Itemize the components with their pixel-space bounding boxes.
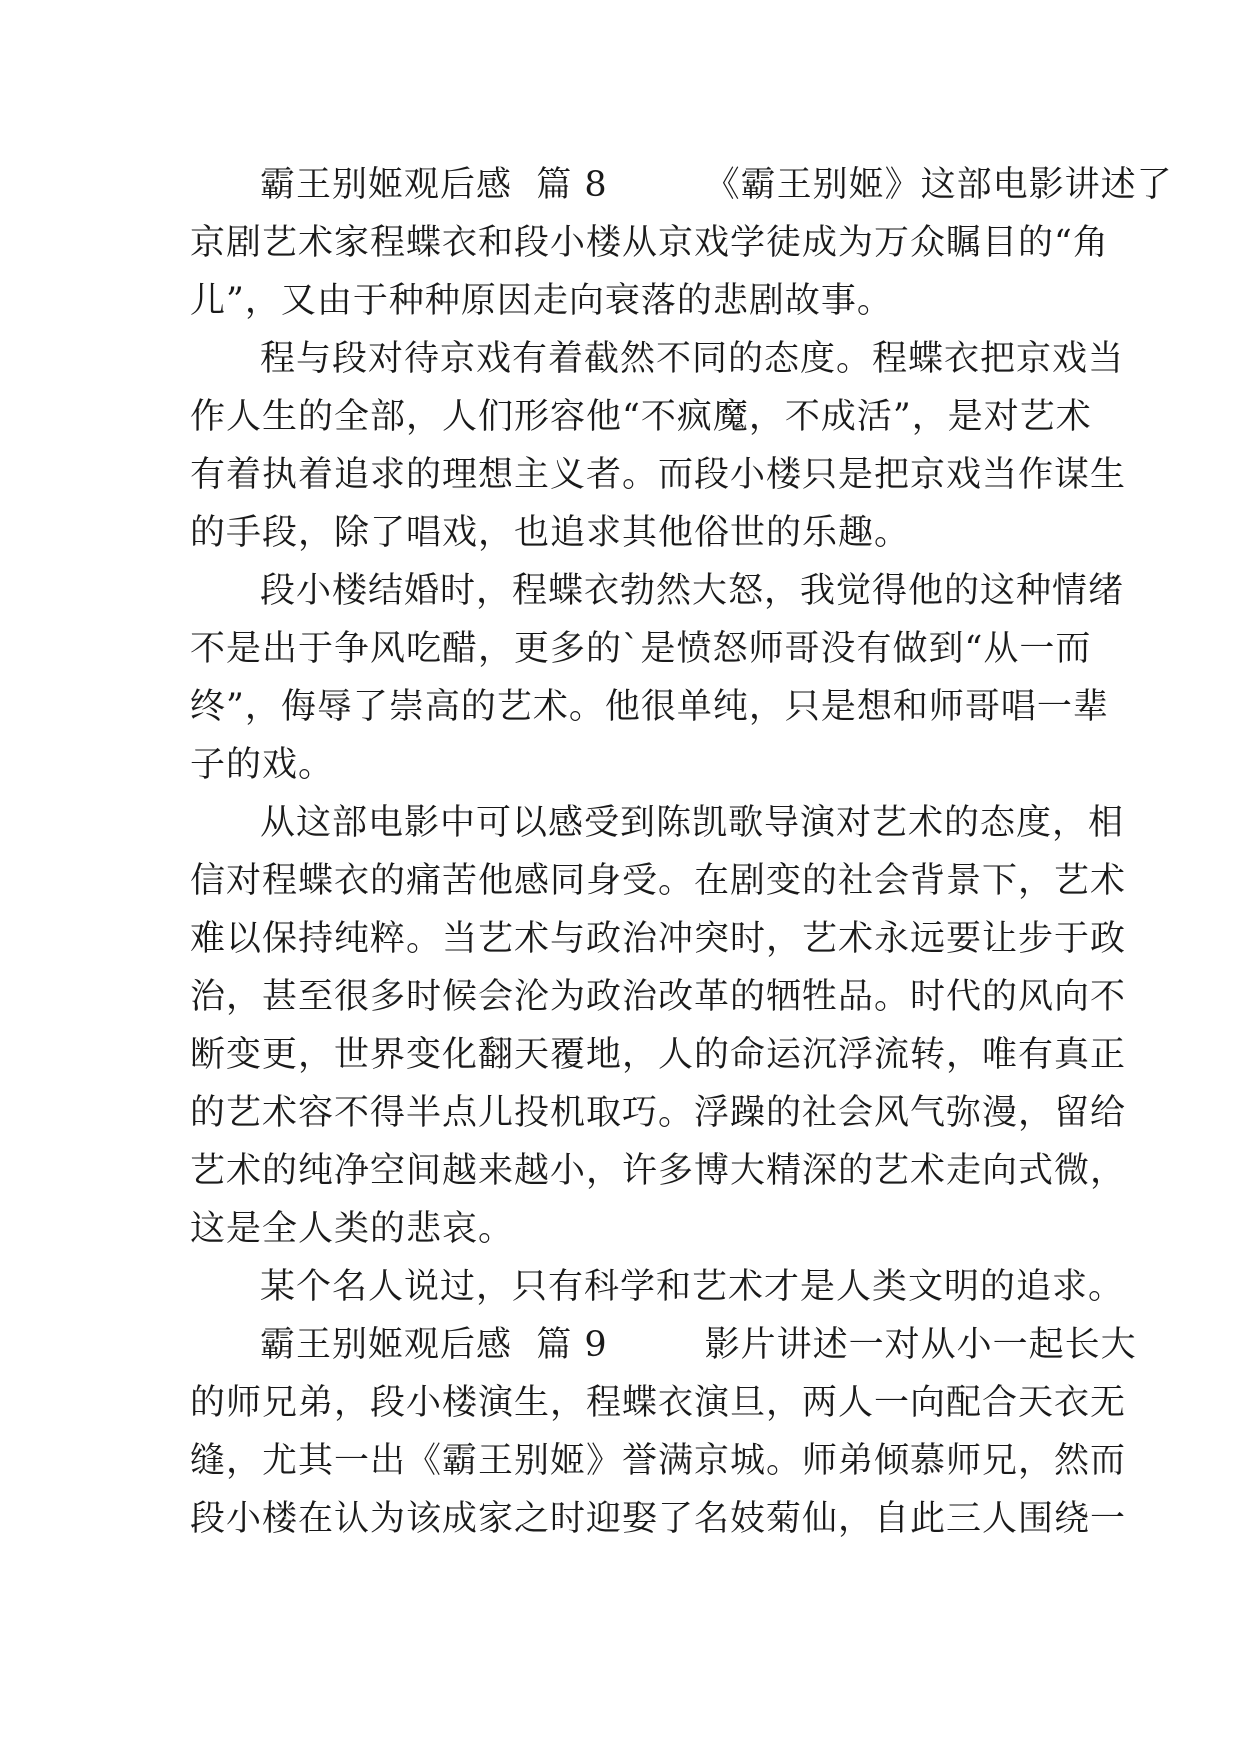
text-line: 程与段对待京戏有着截然不同的态度。程蝶衣把京戏当	[260, 339, 1125, 379]
text-line: 这是全人类的悲哀。	[190, 1209, 515, 1249]
text-line: 作人生的全部，人们形容他“不疯魔，不成活”，是对艺术	[190, 397, 1092, 437]
text-line: 儿”，又由于种种原因走向衰落的悲剧故事。	[190, 281, 893, 321]
text-line: 信对程蝶衣的痛苦他感同身受。在剧变的社会背景下，艺术	[190, 861, 1127, 901]
text-line: 霸王别姬观后感 篇 8 《霸王别姬》这部电影讲述了	[260, 165, 1173, 205]
text-line: 从这部电影中可以感受到陈凯歌导演对艺术的态度，相	[260, 803, 1125, 843]
text-line: 段小楼结婚时，程蝶衣勃然大怒，我觉得他的这种情绪	[260, 571, 1125, 611]
text-line: 终”，侮辱了崇高的艺术。他很单纯，只是想和师哥唱一辈	[190, 687, 1109, 727]
text-line: 治，甚至很多时候会沦为政治改革的牺牲品。时代的风向不	[190, 977, 1127, 1017]
text-line: 子的戏。	[190, 745, 335, 785]
text-line: 难以保持纯粹。当艺术与政治冲突时，艺术永远要让步于政	[190, 919, 1127, 959]
text-line: 霸王别姬观后感 篇 9 影片讲述一对从小一起长大	[260, 1325, 1137, 1365]
text-line: 京剧艺术家程蝶衣和段小楼从京戏学徒成为万众瞩目的“角	[190, 223, 1109, 263]
text-line: 缝，尤其一出《霸王别姬》誉满京城。师弟倾慕师兄，然而	[190, 1441, 1127, 1481]
text-line: 某个名人说过，只有科学和艺术才是人类文明的追求。	[260, 1267, 1125, 1307]
text-line: 段小楼在认为该成家之时迎娶了名妓菊仙，自此三人围绕一	[190, 1499, 1127, 1539]
text-line: 有着执着追求的理想主义者。而段小楼只是把京戏当作谋生	[190, 455, 1127, 495]
text-line: 的手段，除了唱戏，也追求其他俗世的乐趣。	[190, 513, 911, 553]
text-line: 的艺术容不得半点儿投机取巧。浮躁的社会风气弥漫，留给	[190, 1093, 1127, 1133]
text-line: 艺术的纯净空间越来越小，许多博大精深的艺术走向式微，	[190, 1151, 1127, 1191]
text-line: 断变更，世界变化翻天覆地，人的命运沉浮流转，唯有真正	[190, 1035, 1127, 1075]
text-line: 的师兄弟，段小楼演生，程蝶衣演旦，两人一向配合天衣无	[190, 1383, 1127, 1423]
article-body	[190, 156, 1173, 1548]
text-line: 不是出于争风吃醋，更多的`是愤怒师哥没有做到“从一而	[190, 629, 1092, 669]
